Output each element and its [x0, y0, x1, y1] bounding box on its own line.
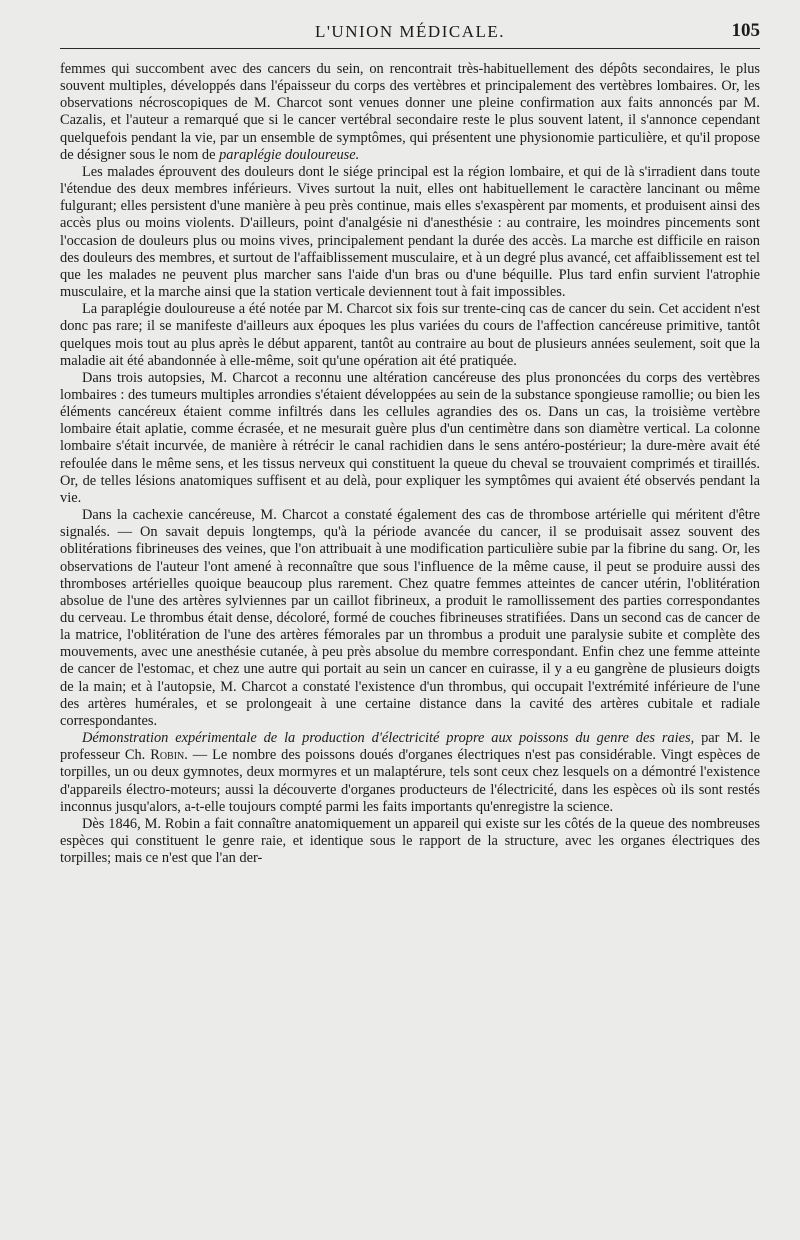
text-run: La paraplégie douloureuse a été notée par M. Charcot six fois sur trente-cinq cas de cancer du sein. Cet accident n'est donc pas rare; il se manifeste d'ailleurs aux époques les plus variées du cours de l'affection cancéreuse primitive, tantôt quelques mois tout au plus après le début apparent, tantôt au contraire au bout de plusieurs années seulement, soit que la maladie ait été abandonnée à elle-même, soit qu'une opération ait été pratiquée. — [60, 301, 760, 369]
body-text — [60, 61, 760, 867]
text-run: . — Le nombre des poissons doués d'organes électriques n'est pas considérable. Vingt espèces de torpilles, un ou deux gymnotes, deux mormyres et un malaptérure, tels sont ceux chez lesquels on a démontré l'existence d'appareils électro-moteurs; aussi la découverte d'organes producteurs de l'électricité, dans les espèces où ils sont restés inconnus jusqu'alors, a-t-elle toujours compté parmi les faits importants qu'enregistre la science. — [60, 747, 760, 815]
paragraph — [60, 730, 760, 816]
paragraph — [60, 507, 760, 730]
text-run: par M. le professeur Ch. — [60, 730, 760, 764]
text-run: Dans trois autopsies, M. Charcot a reconnu une altération cancéreuse des plus prononcées du corps des vertèbres lombaires : des tumeurs multiples arrondies s'étaient développées au sein de la substance spongieuse ramollie; ou bien les éléments cancéreux étaient comme infiltrés dans les cellules agrandies des os. Dans un cas, la troisième vertèbre lombaire était aplatie, comme écrasée, et ne mesurait guère plus d'un centimètre dans son diamètre vertical. La colonne lombaire s'était incurvée, de manière à rétrécir le canal rachidien dans le sens antéro-postérieur; la dure-mère avait été refoulée dans le même sens, et les tissus nerveux qui constituent la queue du cheval se trouvaient comprimés et tiraillés. Or, de telles lésions anatomiques suffisent et au delà, pour expliquer les symptômes qui avaient été observés pendant la vie. — [60, 369, 760, 506]
text-run: Les malades éprouvent des douleurs dont le siége principal est la région lombaire, et qui de là s'irradient dans toute l'étendue des deux membres inférieurs. Vives surtout la nuit, elles ont habituellement le caractère lancinant ou même fulgurant; elles persistent d'une manière à peu près continue, mais elles s'exaspèrent par moments, et produisent ainsi des accès plus ou moins violents. D'ailleurs, point d'analgésie ni d'anesthésie : au contraire, les moindres pincements sont l'occasion de douleurs plus ou moins vives, principalement pendant la durée des accès. La marche est difficile en raison des douleurs des membres, et surtout de l'affaiblissement musculaire, et à un degré plus avancé, cet affaiblissement est tel que les malades ne peuvent plus marcher sans l'aide d'un bras ou d'une béquille. Plus tard enfin survient l'atrophie musculaire, et la marche ainsi que la station verticale deviennent tout à fait impossibles. — [60, 163, 760, 301]
running-title: L'UNION MÉDICALE. — [314, 22, 506, 41]
text-run: Dans la cachexie cancéreuse, M. Charcot a constaté également des cas de thrombose artérielle qui méritent d'être signalés. — On savait depuis longtemps, qu'à la période avancée du cancer, il se produisait assez souvent des oblitérations fibrineuses des veines, que l'on attribuait à une modification particulière subie par la fibrine du sang. Or, les observations de l'auteur l'ont amené à reconnaître que sous l'influence de la même cause, il peut se produire aussi des thromboses artérielles quoique beaucoup plus rarement. Chez quatre femmes atteintes de cancer utérin, l'oblitération absolue de l'une des artères sylviennes par un caillot fibrineux, a produit le ramollissement des parties correspondantes du cerveau. Le thrombus était dense, décoloré, formé de couches fibrineuses stratifiées. Dans un second cas de cancer de la matrice, l'oblitération de l'une des artères fémorales par un thrombus a produit une paralysie subite et complète des mouvements, avec une anesthésie cutanée, à peu près absolue du membre correspondant. Enfin chez une femme atteinte de cancer de l'estomac, et chez une autre qui portait au sein un cancer en cuirasse, il y a eu gangrène de plusieurs doigts de la main; et à l'autopsie, M. Charcot a constaté l'existence d'un thrombus, qui occupait l'extrémité inférieure de l'une des artères humérales, et se prolongeait à une certaine distance dans la cavité des artères cubitale et radiale correspondantes. — [60, 507, 760, 729]
paragraph — [60, 164, 760, 301]
page-number: 105 — [731, 20, 760, 41]
paragraph — [60, 61, 760, 164]
text-run: femmes qui succombent avec des cancers du sein, on rencontrait très-habituellement des dépôts secondaires, le plus souvent multiples, développés dans l'épaisseur du corps des vertèbres et principalement des vertèbres lombaires. Or, les observations nécroscopiques de M. Charcot sont venues donner une pleine confirmation aux faits annoncés par M. Cazalis, et l'auteur a remarqué que si le cancer vertébral secondaire reste le plus souvent latent, il s'annonce cependant quelquefois pendant la vie, par un ensemble de symptômes, qui présentent une physionomie particulière, et qu'il propose de désigner sous le nom de — [60, 61, 760, 163]
text-run: Dès 1846, M. Robin a fait connaître anatomiquement un appareil qui existe sur les côtés de la queue des nombreuses espèces qui constituent le genre raie, et identique sous le rapport de la structure, avec les organes électriques des torpilles; mais ce n'est que l'an der- — [60, 815, 760, 867]
italic-text: paraplégie douloureuse. — [219, 146, 360, 163]
paragraph — [60, 370, 760, 507]
paragraph — [60, 816, 760, 867]
paragraph — [60, 301, 760, 370]
italic-text: Démonstration expérimentale de la production d'électricité propre aux poissons du genre des raies, — [82, 730, 695, 747]
author-name: Robin — [150, 747, 185, 764]
page-header — [60, 18, 760, 49]
